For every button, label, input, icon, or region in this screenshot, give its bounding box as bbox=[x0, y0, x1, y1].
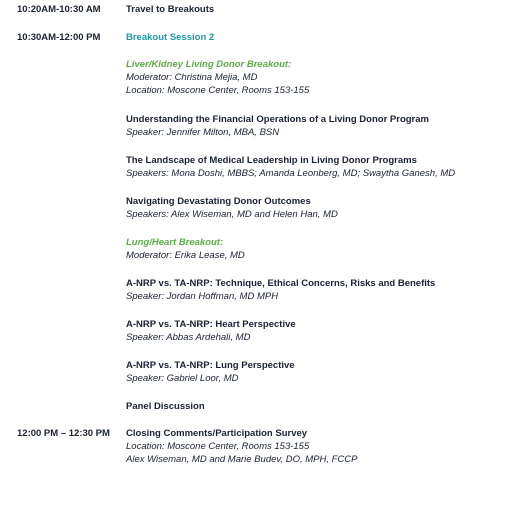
session-title: Breakout Session 2 bbox=[126, 32, 215, 43]
moderator-line: Moderator: Christina Mejia, MD bbox=[126, 72, 258, 83]
talk-speaker: Speaker: Gabriel Loor, MD bbox=[126, 373, 239, 384]
panel-discussion-title: Panel Discussion bbox=[126, 401, 205, 412]
talk-title: A-NRP vs. TA-NRP: Lung Perspective bbox=[126, 360, 295, 371]
talk-speaker: Speakers: Alex Wiseman, MD and Helen Han, MD bbox=[126, 209, 338, 220]
talk-title: A-NRP vs. TA-NRP: Technique, Ethical Concerns, Risks and Benefits bbox=[126, 278, 436, 289]
moderator-line: Moderator: Erika Lease, MD bbox=[126, 250, 245, 261]
agenda-item-title: Closing Comments/Participation Survey bbox=[126, 428, 308, 439]
talk-speaker: Speaker: Jordan Hoffman, MD MPH bbox=[126, 291, 279, 302]
agenda-item-title: Travel to Breakouts bbox=[126, 4, 215, 15]
talk-title: Understanding the Financial Operations of a Living Donor Program bbox=[126, 114, 429, 125]
breakout-heading: Lung/Heart Breakout: bbox=[126, 237, 224, 248]
talk-title: A-NRP vs. TA-NRP: Heart Perspective bbox=[126, 319, 296, 330]
location-line: Location: Moscone Center, Rooms 153-155 bbox=[126, 85, 310, 96]
talk-speaker: Speaker: Jennifer Milton, MBA, BSN bbox=[126, 127, 280, 138]
talk-title: Navigating Devastating Donor Outcomes bbox=[126, 196, 311, 207]
breakout-heading: Liver/Kidney Living Donor Breakout: bbox=[126, 59, 292, 70]
talk-speaker: Speakers: Mona Doshi, MBBS; Amanda Leonberg, MD; Swaytha Ganesh, MD bbox=[126, 168, 456, 179]
speakers-line: Alex Wiseman, MD and Marie Budev, DO, MPH, FCCP bbox=[126, 454, 358, 465]
talk-title: The Landscape of Medical Leadership in Living Donor Programs bbox=[126, 155, 417, 166]
time-slot: 12:00 PM – 12:30 PM bbox=[17, 428, 110, 439]
talk-speaker: Speaker: Abbas Ardehali, MD bbox=[126, 332, 251, 343]
location-line: Location: Moscone Center, Rooms 153-155 bbox=[126, 441, 310, 452]
time-slot: 10:30AM-12:00 PM bbox=[17, 32, 101, 43]
time-slot: 10:20AM-10:30 AM bbox=[17, 4, 101, 15]
